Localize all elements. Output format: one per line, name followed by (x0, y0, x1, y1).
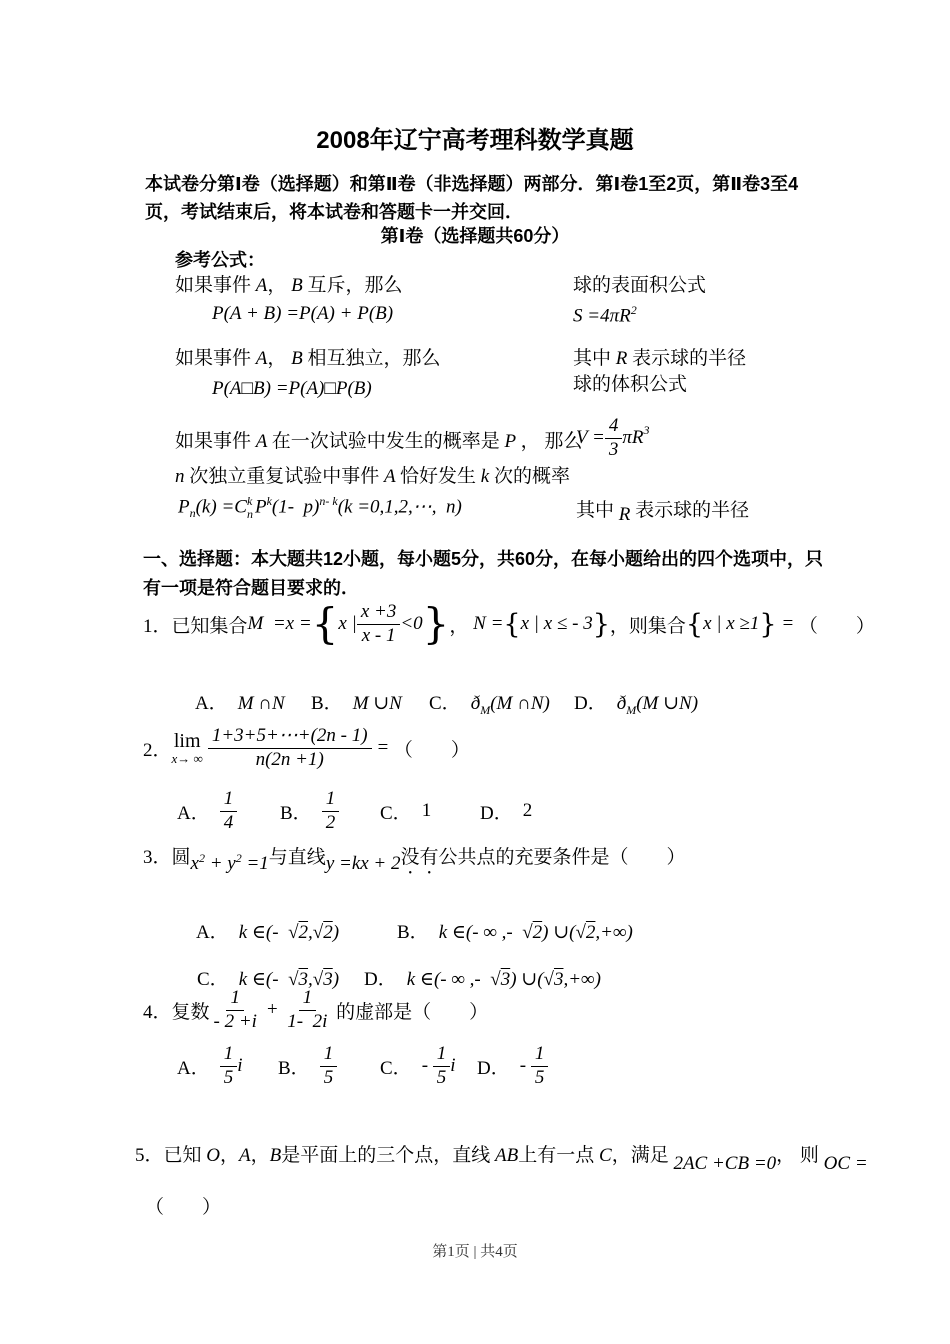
question-5-body (135, 1140, 868, 1174)
question-2-option-b (280, 788, 339, 834)
text-run: ,+∞) (595, 922, 633, 943)
text-run: M ∩N (237, 693, 285, 714)
text-run: 如果事件 (175, 431, 256, 452)
option-value (422, 800, 432, 822)
option-label: C． (380, 1057, 412, 1079)
text-run: B (269, 1145, 282, 1166)
text-run: N = (473, 613, 504, 634)
subscript: M (480, 702, 491, 717)
text-run: , (308, 969, 313, 990)
text-run: = (776, 613, 799, 634)
text-run: 2AC +CB =0 (673, 1153, 777, 1174)
text-run: OC = (823, 1153, 868, 1174)
radicand: 2 (532, 922, 543, 943)
text-run: ，满足 (611, 1145, 674, 1166)
question-4-option-b (278, 1043, 337, 1089)
set-brace: } (759, 608, 777, 640)
limit-subscript: x→ ∞ (171, 750, 203, 766)
numerator: 1 (226, 987, 244, 1011)
text-run: R (615, 348, 633, 369)
text-run: A (255, 348, 268, 369)
text-run: ) ∪( (510, 969, 544, 990)
text-run: 如果事件 (175, 275, 256, 296)
limit (172, 731, 203, 766)
option-label: C． (197, 969, 229, 990)
option-value (616, 693, 699, 717)
denominator: 1- 2i (287, 1010, 328, 1032)
radicand: 2 (298, 922, 309, 943)
question-4-body (143, 986, 488, 1034)
text-run: + (260, 999, 284, 1020)
square-root (490, 969, 510, 990)
fraction (208, 725, 372, 772)
question-1-option-d (555, 666, 698, 740)
text-run: n (175, 466, 190, 487)
radicand: 3 (323, 969, 333, 990)
radical-sign: √ (490, 969, 501, 990)
text-run: 如果事件 (175, 348, 256, 369)
ref-sphere-volume-formula (576, 410, 649, 466)
text-run: 其中 (576, 500, 619, 521)
question-4-option-a (177, 1043, 243, 1089)
radical-sign: √ (288, 922, 299, 943)
superscript: 2 (235, 850, 242, 865)
numerator: 1 (299, 987, 317, 1011)
text-run: x | (338, 613, 357, 634)
subscript: n (246, 506, 253, 521)
text-run: 相互独立，那么 (307, 348, 441, 369)
fraction (283, 987, 331, 1034)
option-value (520, 1043, 549, 1090)
superscript: k (266, 494, 272, 508)
text-run: 5．已知 (135, 1145, 207, 1166)
text-run: 上有一点 (518, 1145, 599, 1166)
text-run: ， (449, 615, 474, 637)
text-run: x (190, 853, 199, 874)
choice-section-line-1: 一、选择题：本大题共12小题，每小题5分，共60分，在每小题给出的四个选项中，只 (143, 549, 824, 569)
numerator: x +3 (357, 601, 401, 625)
ref-probability-line-2 (175, 461, 570, 488)
ref-radius-note-2 (576, 495, 750, 525)
text-run: P(A + B) =P(A) + P(B) (212, 303, 394, 324)
text-run: , (308, 922, 313, 943)
option-value (353, 693, 402, 714)
text-run: R (618, 504, 631, 525)
text-run: 1．已知集合 (143, 615, 248, 637)
text-run: + y (204, 853, 236, 874)
text-run: ð (470, 693, 481, 714)
subscript: n (189, 506, 196, 521)
text-run: i (450, 1055, 456, 1076)
fraction (322, 788, 340, 835)
set-brace: } (422, 599, 450, 648)
text-run: ， (267, 275, 292, 296)
text-run: y =kx + 2 (325, 853, 401, 874)
ref-multiplication-formula (212, 378, 372, 400)
fraction (220, 1043, 238, 1090)
radical-sign: √ (522, 922, 533, 943)
text-run: ) (332, 922, 340, 943)
radicand: 2 (323, 922, 333, 943)
text-run: A (255, 275, 268, 296)
superscript: n- k (319, 494, 338, 508)
denominator: 5 (436, 1066, 447, 1088)
text-run: (k =0,1,2,⋯, n) (337, 496, 462, 518)
option-value (470, 693, 550, 717)
reference-formulas-heading: 参考公式： (175, 250, 265, 270)
option-value (238, 693, 285, 714)
text-run: ， (220, 1145, 240, 1166)
text-run: M =x = (247, 613, 312, 634)
radical-sign: √ (543, 969, 554, 990)
ref-sphere-surface-formula (573, 303, 637, 327)
intro-line-2: 页，考试结束后，将本试卷和答题卡一并交回． (145, 202, 523, 222)
fraction (531, 1043, 549, 1090)
denominator: - 2 +i (213, 1010, 257, 1032)
text-run: (M ∪N) (636, 693, 699, 714)
fraction (220, 788, 238, 835)
text-run: C (234, 496, 247, 518)
option-value (322, 788, 340, 835)
option-label: B． (278, 1057, 310, 1079)
text-run: S =4πR (573, 305, 631, 327)
fraction (605, 415, 623, 462)
text-run: （ ） (798, 615, 875, 637)
text-run: 公共点的充要条件是（ ） (438, 847, 686, 868)
text-run: ， 那么 (520, 431, 583, 452)
text-run: (k) = (195, 496, 235, 518)
radical-sign: √ (312, 969, 324, 990)
numerator: 1 (322, 788, 340, 812)
text-run: k ∈(- (238, 922, 289, 943)
page-footer: 第1页 | 共4页 (432, 1244, 518, 1260)
radicand: 2 (585, 922, 596, 943)
fraction (320, 1043, 338, 1090)
denominator: 5 (534, 1066, 545, 1088)
text-run: 2 (522, 800, 533, 821)
option-label: A． (195, 922, 229, 943)
option-label: D． (477, 1057, 510, 1079)
ref-radius-note-1 (573, 343, 746, 370)
text-run: A (239, 1145, 251, 1166)
option-label: D． (480, 802, 513, 824)
ref-mutually-exclusive-line (175, 270, 403, 297)
text-run: A (255, 431, 272, 452)
option-label: D． (574, 693, 607, 714)
radicand: 3 (298, 969, 309, 990)
square-root (288, 922, 308, 943)
question-2-option-a (177, 788, 237, 834)
ref-addition-formula (212, 303, 393, 325)
fraction (357, 601, 401, 648)
question-4-option-d (477, 1043, 548, 1089)
intro-line-1: 本试卷分第Ⅰ卷（选择题）和第Ⅱ卷（非选择题）两部分．第Ⅰ卷1至2页，第Ⅱ卷3至4 (145, 174, 799, 194)
emphasized-text: 没有 (400, 847, 439, 868)
option-value (439, 922, 633, 943)
numerator: 4 (605, 415, 623, 439)
text-run: ) ∪( (542, 922, 576, 943)
text-run: 其中 (573, 348, 616, 369)
text-run: 表示球的半径 (630, 500, 750, 521)
radical-sign: √ (312, 922, 324, 943)
square-root (544, 969, 564, 990)
choice-section-line-2: 有一项是符合题目要求的． (143, 578, 359, 598)
numerator: 1 (531, 1043, 549, 1067)
text-run: - (421, 1055, 433, 1076)
option-value (220, 1043, 243, 1090)
text-run: M ∪N (352, 693, 402, 714)
text-run: P (178, 496, 190, 518)
option-value (239, 922, 339, 943)
text-run: B (291, 275, 308, 296)
numerator: 1 (220, 788, 238, 812)
option-label: B． (397, 922, 429, 943)
set-brace: { (311, 599, 339, 648)
text-run: 3．圆 (143, 847, 191, 868)
text-run: 是平面上的三个点，直线 (281, 1145, 496, 1166)
text-run: ð (616, 693, 627, 714)
text-run: P (504, 431, 521, 452)
ref-probability-line-1 (175, 426, 582, 453)
question-4-option-c (380, 1043, 456, 1089)
text-run: 在一次试验中发生的概率是 (271, 431, 505, 452)
text-run: =1 (241, 853, 269, 874)
text-run: 表示球的半径 (632, 348, 747, 369)
question-1-body (143, 596, 875, 652)
fraction (210, 987, 261, 1034)
option-label: A． (194, 693, 228, 714)
square-root (313, 922, 333, 943)
text-run: k ∈(- (238, 969, 289, 990)
text-run: 2． (143, 739, 172, 761)
text-run: C (599, 1145, 612, 1166)
superscript: k (246, 494, 253, 509)
ref-bernoulli-formula (178, 494, 462, 521)
text-run: B (291, 348, 308, 369)
option-label: D． (364, 969, 397, 990)
text-run: 的虚部是（ ） (331, 1001, 489, 1023)
text-run: 与直线 (268, 847, 326, 868)
fraction (433, 1043, 451, 1090)
text-run: 1 (421, 800, 432, 821)
denominator: 5 (223, 1066, 234, 1088)
numerator: 1+3+5+⋯+(2n - 1) (208, 725, 372, 749)
exam-title: 2008年辽宁高考理科数学真题 (316, 127, 634, 154)
denominator: x - 1 (361, 624, 396, 646)
option-label: C． (380, 802, 412, 824)
superscript: 2 (630, 303, 637, 317)
question-3-body (143, 842, 686, 879)
text-run: k (480, 466, 494, 487)
option-value (422, 1043, 456, 1090)
text-run: ， (250, 1145, 270, 1166)
set-brace: { (685, 608, 704, 640)
numerator: 1 (220, 1043, 238, 1067)
text-run: - (519, 1055, 531, 1076)
radical-sign: √ (288, 969, 299, 990)
text-run: A (384, 466, 401, 487)
question-5-answer-paren: （ ） (145, 1197, 222, 1218)
option-value (523, 800, 533, 822)
limit-word: lim (173, 729, 201, 752)
denominator: n(2n +1) (255, 748, 324, 770)
radicand: 3 (500, 969, 511, 990)
text-run: V = (576, 427, 605, 448)
numerator: 1 (320, 1043, 338, 1067)
text-run: ， 则 (776, 1145, 824, 1166)
text-run: 次独立重复试验中事件 (189, 466, 385, 487)
text-run: O (206, 1145, 220, 1166)
text-run: = (371, 737, 394, 758)
text-run: 恰好发生 (400, 466, 481, 487)
denominator: 2 (325, 811, 336, 833)
option-label: C． (429, 693, 461, 714)
text-run: 4．复数 (143, 1001, 210, 1023)
text-run: x | x ≥1 (703, 613, 760, 634)
square-root (522, 922, 542, 943)
option-label: A． (177, 802, 210, 824)
numerator: 1 (433, 1043, 451, 1067)
text-run: ) (332, 969, 340, 990)
set-brace: } (592, 608, 610, 640)
ref-sphere-surface-label: 球的表面积公式 (573, 275, 707, 296)
text-run: P(A□B) =P(A)□P(B) (212, 378, 372, 399)
text-run: 互斥，那么 (307, 275, 403, 296)
text-run: ， (267, 348, 292, 369)
superscript: 3 (643, 422, 650, 437)
square-root (575, 922, 595, 943)
option-label: B． (311, 693, 343, 714)
option-label: B． (280, 802, 312, 824)
question-2-option-c (380, 788, 431, 834)
option-value (320, 1043, 338, 1090)
volume1-header: 第Ⅰ卷（选择题共60分） (380, 226, 570, 246)
subscript: M (626, 702, 637, 717)
text-run: k ∈(- ∞ ,- (406, 969, 491, 990)
sup-sub-stack (247, 495, 253, 520)
denominator: 5 (323, 1066, 334, 1088)
text-run: k ∈(- ∞ ,- (438, 922, 523, 943)
text-run: (1- p) (271, 496, 320, 518)
text-run: ，则集合 (609, 615, 686, 637)
denominator: 3 (608, 438, 619, 460)
denominator: 4 (223, 811, 234, 833)
ref-independent-line (175, 343, 441, 370)
text-run: ,+∞) (563, 969, 601, 990)
ref-sphere-volume-label: 球的体积公式 (573, 374, 688, 395)
option-value (220, 788, 238, 835)
radical-sign: √ (575, 922, 586, 943)
option-label: A． (177, 1057, 210, 1079)
text-run: <0 (400, 613, 423, 634)
text-run: P (254, 496, 267, 518)
text-run: AB (495, 1145, 519, 1166)
text-run: （ ） (393, 739, 470, 761)
text-run: 次的概率 (493, 466, 570, 487)
radicand: 3 (553, 969, 564, 990)
question-2-option-d (480, 788, 532, 834)
set-brace: { (503, 608, 521, 640)
text-run: x | x ≤ - 3 (520, 613, 593, 634)
text-run: (M ∩N) (490, 693, 550, 714)
text-run: i (237, 1055, 243, 1076)
question-2-body (143, 722, 470, 774)
superscript: 2 (198, 850, 205, 865)
text-run: πR (622, 427, 644, 448)
